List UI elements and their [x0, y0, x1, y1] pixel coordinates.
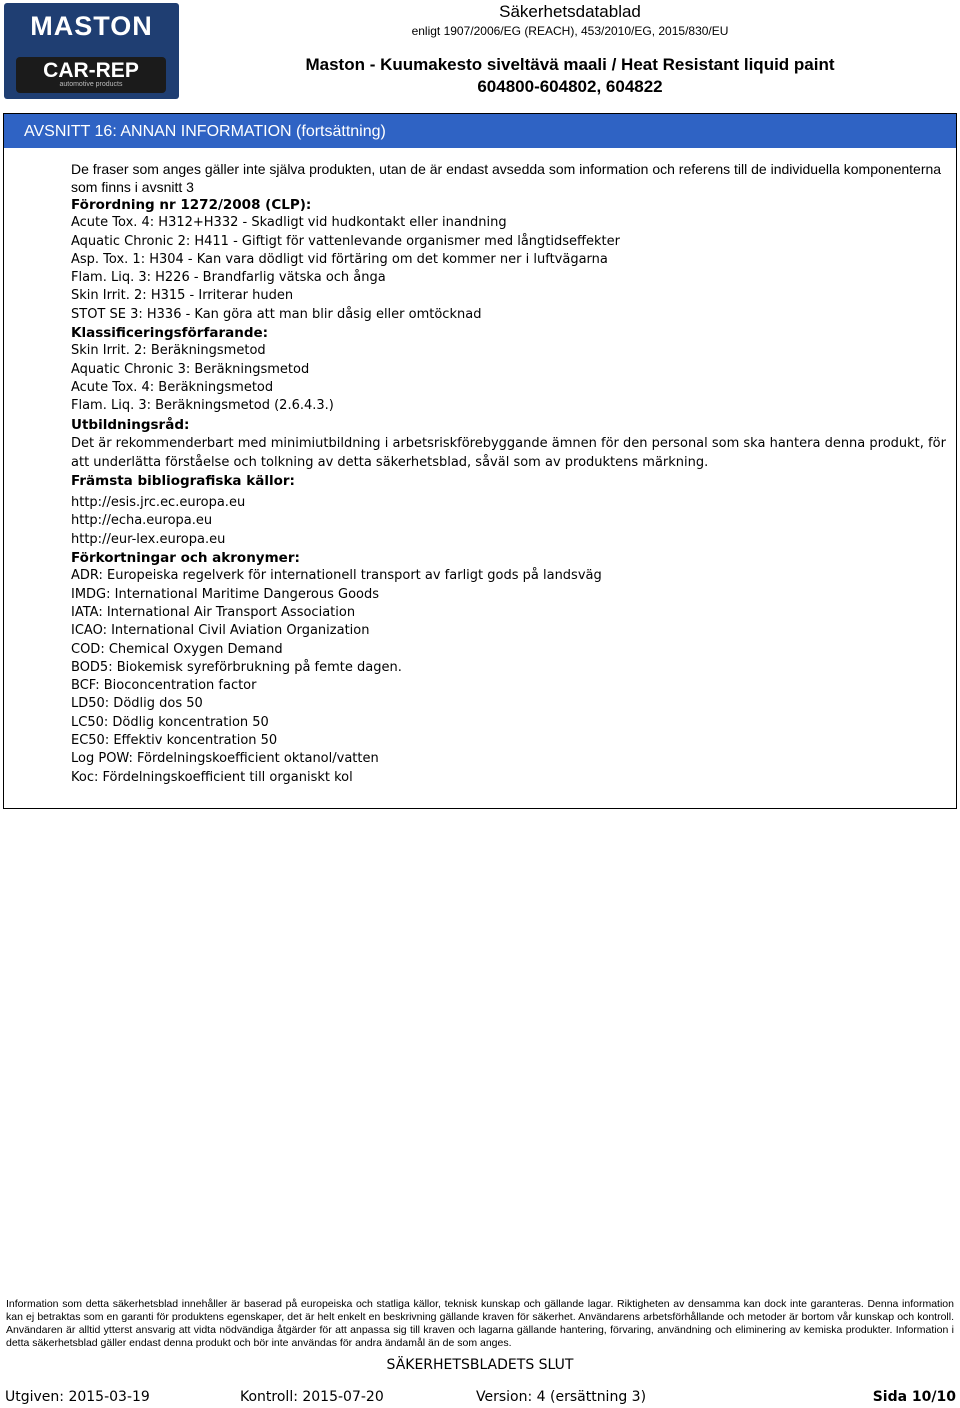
info-line: LC50: Dödlig koncentration 50: [71, 714, 269, 730]
section-content: [71, 160, 951, 787]
info-line: Koc: Fördelningskoefficient till organiskt kol: [71, 769, 353, 785]
info-line: COD: Chemical Oxygen Demand: [71, 641, 283, 657]
section-16: [3, 113, 957, 809]
info-line: IATA: International Air Transport Association: [71, 604, 356, 620]
info-line: LD50: Dödlig dos 50: [71, 696, 203, 712]
disclaimer-text: Information som detta säkerhetsblad innehåller är baserad på europeiska och statliga källor, teknisk kunskap och gällande lagar. Riktigheten av densamma kan dock inte garanteras. Denna information kan ej betraktas som en garanti för produktens egenskaper, det är helt enkelt en beskrivning gällande kraven för säkerhet. Användarens arbetsförhållande och metoder är bortom vår kunskap och kontroll. Användaren är alltid ytterst ansvarig att vidta nödvändiga åtgärder för att anpassa sig till kraven och lagarna gällande hantering, förvaring, användning och eliminering av kemiska produkter. Information i detta säkerhetsblad gäller endast denna produkt och bör inte användas för andra ändamål än de som anges.: [6, 1298, 954, 1349]
logo-maston-text: MASTON: [30, 11, 153, 41]
info-line: Aquatic Chronic 2: H411 - Giftigt för vattenlevande organismer med långtidseffekter: [71, 233, 620, 249]
info-line: Det är rekommenderbart med minimiutbildning i arbetsriskförebyggande ämnen för den personal som ska hantera denna produkt, för att underlätta förståelse och tolkning av detta säkerhetsblad, såväl som av produktens märkning.: [71, 435, 946, 470]
checked-date: Kontroll: 2015-07-20: [240, 1389, 384, 1405]
product-name: Maston - Kuumakesto siveltävä maali / Heat Resistant liquid paint: [305, 55, 835, 74]
info-line: STOT SE 3: H336 - Kan göra att man blir dåsig eller omtöcknad: [71, 306, 482, 322]
info-line: IMDG: International Maritime Dangerous Goods: [71, 586, 380, 602]
product-codes: 604800-604802, 604822: [477, 77, 663, 96]
info-line: Skin Irrit. 2: H315 - Irriterar huden: [71, 288, 294, 304]
info-line: EC50: Effektiv koncentration 50: [71, 733, 278, 749]
info-line: ADR: Europeiska regelverk för internationell transport av farligt gods på landsväg: [71, 568, 602, 584]
end-of-sheet: SÄKERHETSBLADETS SLUT: [386, 1357, 574, 1373]
version-info: Version: 4 (ersättning 3): [476, 1389, 647, 1405]
logo-car-rep-text: CAR-REP: [43, 59, 139, 82]
info-line: http://echa.europa.eu: [71, 513, 213, 529]
logo-car-rep-sub: automotive products: [59, 81, 123, 88]
info-line: Asp. Tox. 1: H304 - Kan vara dödligt vid förtäring om det kommer ner i luftvägarna: [71, 251, 608, 267]
info-line: Log POW: Fördelningskoefficient oktanol/vatten: [71, 751, 379, 767]
info-line: BOD5: Biokemisk syreförbrukning på femte dagen.: [71, 659, 402, 675]
info-line: http://esis.jrc.ec.europa.eu: [71, 495, 246, 511]
car-rep-logo: [16, 57, 166, 93]
section-title: AVSNITT 16: ANNAN INFORMATION (fortsättning): [4, 114, 956, 148]
info-line: Flam. Liq. 3: H226 - Brandfarlig vätska och ånga: [71, 270, 386, 286]
page-number: Sida 10/10: [872, 1389, 956, 1405]
regulation-text: enligt 1907/2006/EG (REACH), 453/2010/EG, 2015/830/EU: [411, 24, 729, 38]
subheading: Klassificeringsförfarande:: [71, 325, 269, 342]
subheading: Främsta bibliografiska källor:: [71, 472, 295, 489]
document-title: Säkerhetsdatablad: [499, 2, 641, 21]
subheading: Förordning nr 1272/2008 (CLP):: [71, 197, 312, 213]
intro-paragraph: De fraser som anges gäller inte själva produkten, utan de är endast avsedda som information och referens till de individuella komponenterna som finns i avsnitt 3: [71, 161, 942, 195]
subheading: Utbildningsråd:: [71, 416, 190, 433]
info-line: http://eur-lex.europa.eu: [71, 531, 226, 547]
info-line: Flam. Liq. 3: Beräkningsmetod (2.6.4.3.): [71, 398, 334, 414]
info-lines: [71, 196, 951, 787]
info-line: Aquatic Chronic 3: Beräkningsmetod: [71, 361, 310, 377]
info-line: BCF: Bioconcentration factor: [71, 678, 257, 694]
info-line: ICAO: International Civil Aviation Organization: [71, 623, 370, 639]
info-line: Skin Irrit. 2: Beräkningsmetod: [71, 343, 266, 359]
issued-date: Utgiven: 2015-03-19: [5, 1389, 150, 1405]
subheading: Förkortningar och akronymer:: [71, 550, 300, 567]
maston-logo: [4, 3, 179, 99]
info-line: Acute Tox. 4: H312+H332 - Skadligt vid hudkontakt eller inandning: [71, 215, 507, 231]
info-line: Acute Tox. 4: Beräkningsmetod: [71, 379, 274, 395]
